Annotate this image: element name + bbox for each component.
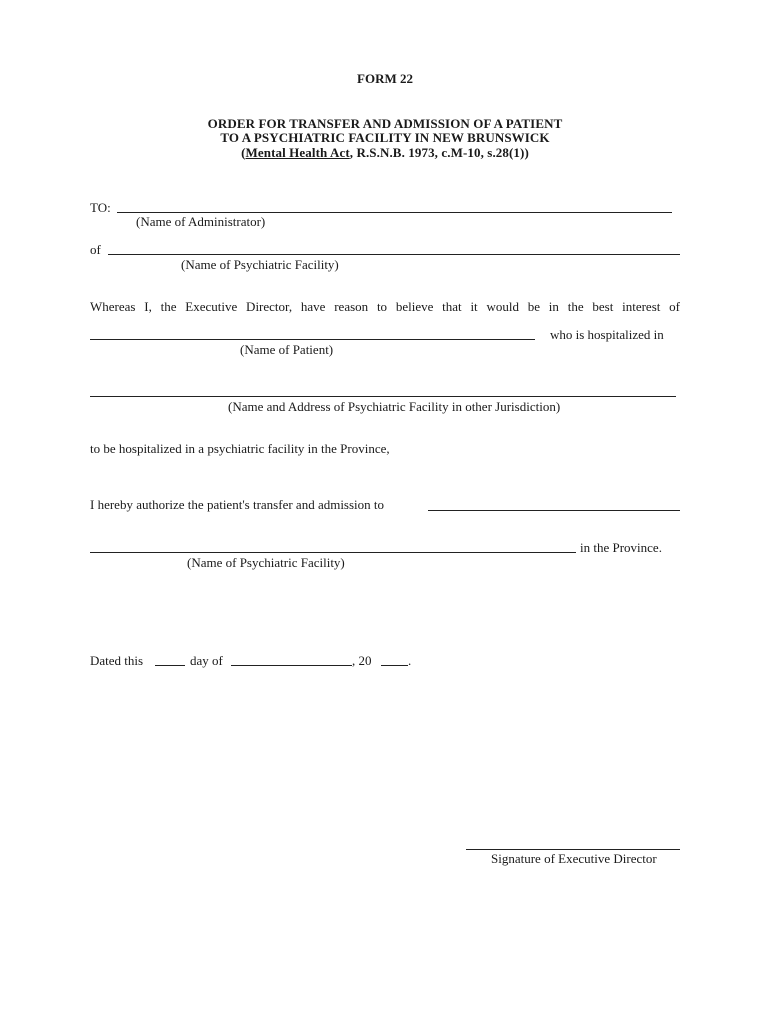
admission-facility-field-line-1[interactable]: [428, 510, 680, 511]
month-field[interactable]: [231, 665, 352, 666]
day-of-label: day of: [190, 653, 223, 668]
authorize-text: I hereby authorize the patient's transfer and admission to: [90, 497, 385, 512]
form-title-line-2: TO A PSYCHIATRIC FACILITY IN NEW BRUNSWICK: [220, 130, 550, 145]
form-title-line-3: [0, 145, 770, 161]
act-name: Mental Health Act: [245, 145, 350, 160]
admission-facility-caption: (Name of Psychiatric Facility): [187, 555, 345, 570]
administrator-name-field[interactable]: [117, 212, 672, 213]
day-field[interactable]: [155, 665, 185, 666]
year-prefix-label: , 20: [352, 653, 372, 668]
to-label: TO:: [90, 200, 111, 215]
year-field[interactable]: [381, 665, 408, 666]
administrator-caption: (Name of Administrator): [136, 214, 266, 229]
dated-this-label: Dated this: [90, 653, 144, 668]
signature-caption: Signature of Executive Director: [491, 851, 657, 866]
of-label: of: [90, 242, 101, 257]
title-open-paren: (: [241, 145, 246, 160]
admission-facility-field-line-2[interactable]: [90, 552, 576, 553]
in-province-text: in the Province.: [580, 540, 662, 555]
whereas-text: Whereas I, the Executive Director, have reason to believe that it would be in the best interest of: [90, 299, 680, 314]
hospitalized-in-text: who is hospitalized in: [550, 327, 664, 342]
patient-name-field[interactable]: [90, 339, 535, 340]
form-title-line-1: ORDER FOR TRANSFER AND ADMISSION OF A PATIENT: [207, 116, 563, 131]
patient-caption: (Name of Patient): [240, 342, 334, 357]
dated-end-period: .: [408, 653, 412, 668]
other-jurisdiction-facility-field[interactable]: [90, 396, 676, 397]
other-jurisdiction-caption: (Name and Address of Psychiatric Facility in other Jurisdiction): [228, 399, 561, 414]
signature-field[interactable]: [466, 849, 680, 850]
psychiatric-facility-field[interactable]: [108, 254, 680, 255]
facility-caption: (Name of Psychiatric Facility): [181, 257, 339, 272]
form-number: FORM 22: [357, 71, 413, 86]
province-text: to be hospitalized in a psychiatric facility in the Province,: [90, 441, 390, 456]
title-citation: , R.S.N.B. 1973, c.M-10, s.28(1)): [349, 145, 529, 160]
